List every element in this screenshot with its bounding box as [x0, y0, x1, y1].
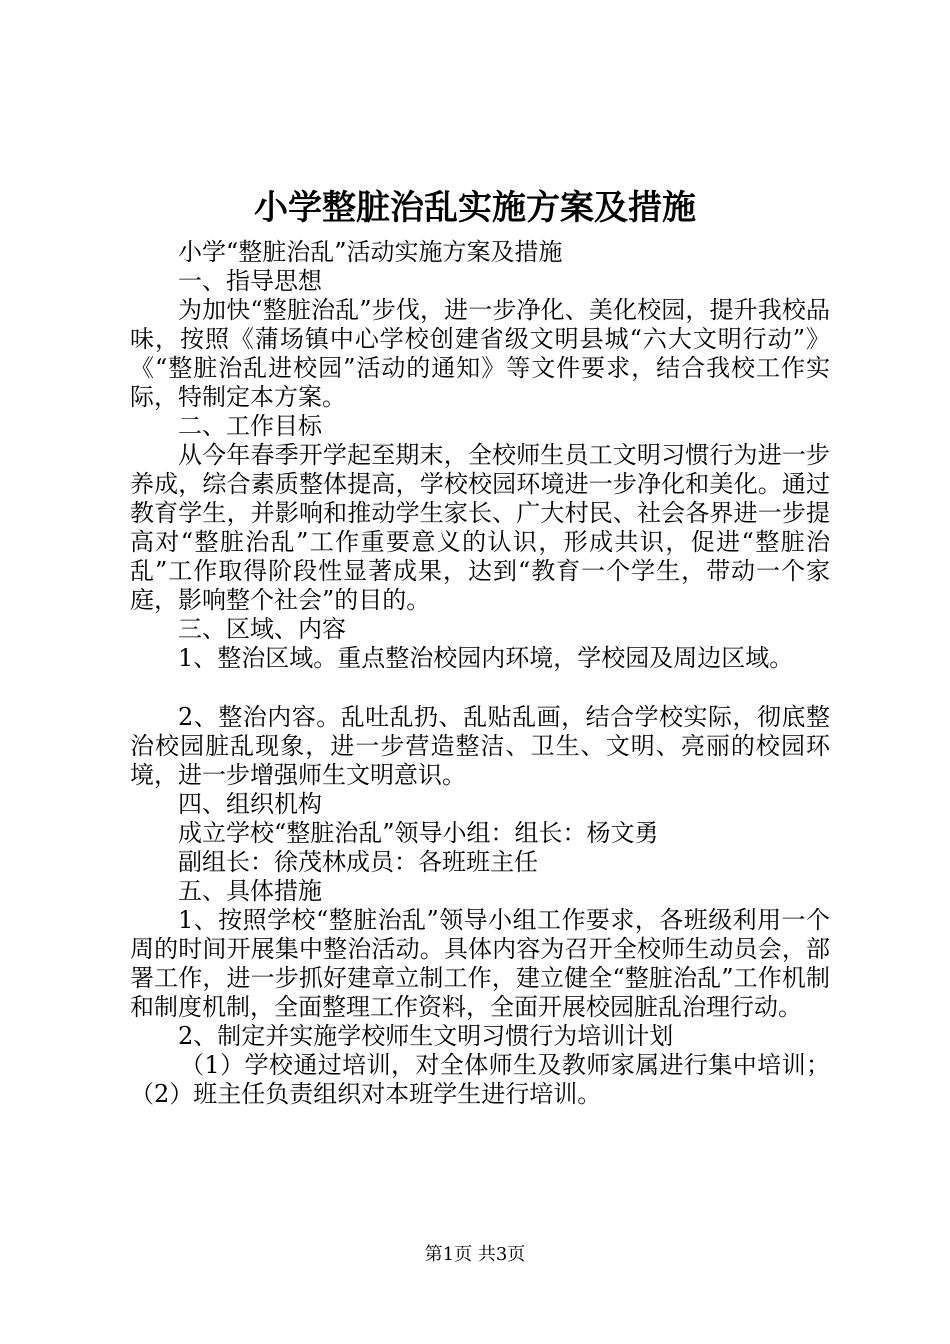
area-content-item-2: 2、整治内容。乱吐乱扔、乱贴乱画，结合学校实际，彻底整治校园脏乱现象，进一步营造整洁、卫生、文明、亮丽的校园环境，进一步增强师生文明意识。 — [130, 703, 830, 789]
measures-item-2: 2、制定并实施学校师生文明习惯行为培训计划 — [178, 1022, 674, 1050]
section-heading-measures: 五、具体措施 — [178, 877, 322, 905]
organization-line-2: 副组长：徐茂林成员：各班班主任 — [178, 848, 538, 876]
document-title: 小学整脏治乱实施方案及措施 — [254, 188, 696, 228]
page-footer: 第1页 共3页 — [424, 1244, 526, 1265]
document-subtitle: 小学“整脏治乱”活动实施方案及措施 — [178, 238, 563, 266]
document-body — [130, 238, 830, 1109]
measures-item-3: （1）学校通过培训，对全体师生及教师家属进行集中培训；（2）班主任负责组织对本班学生进行培训。 — [130, 1051, 830, 1108]
measures-item-1: 1、按照学校“整脏治乱”领导小组工作要求，各班级利用一个周的时间开展集中整治活动。具体内容为召开全校师生动员会，部署工作，进一步抓好建章立制工作，建立健全“整脏治乱”工作机制和制度机制，全面整理工作资料，全面开展校园脏乱治理行动。 — [130, 906, 830, 1021]
section-text-work-goals: 从今年春季开学起至期末，全校师生员工文明习惯行为进一步养成，综合素质整体提高，学校校园环境进一步净化和美化。通过教育学生，并影响和推动学生家长、广大村民、社会各界进一步提高对“整脏治乱”工作重要意义的认识，形成共识，促进“整脏治乱”工作取得阶段性显著成果，达到“教育一个学生，带动一个家庭，影响整个社会”的目的。 — [130, 441, 830, 614]
area-content-item-1: 1、整治区域。重点整治校园内环境，学校园及周边区域。 — [178, 644, 794, 672]
section-heading-organization: 四、组织机构 — [178, 790, 322, 818]
section-text-guiding-thought: 为加快“整脏治乱”步伐，进一步净化、美化校园，提升我校品味，按照《蒲场镇中心学校创建省级文明县城“六大文明行动”》《“整脏治乱进校园”活动的通知》等文件要求，结合我校工作实际，特制定本方案。 — [130, 296, 830, 411]
organization-line-1: 成立学校“整脏治乱”领导小组：组长：杨文勇 — [178, 819, 659, 847]
section-heading-guiding-thought: 一、指导思想 — [178, 267, 322, 295]
section-heading-work-goals: 二、工作目标 — [178, 412, 322, 440]
section-heading-area-content: 三、区域、内容 — [178, 615, 346, 643]
